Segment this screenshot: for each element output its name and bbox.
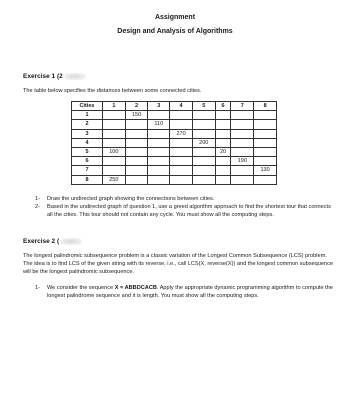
column-header: 6 [215, 102, 231, 111]
table-row [72, 138, 277, 147]
row-header: 3 [72, 129, 103, 138]
column-header: 3 [148, 102, 170, 111]
table-cell [148, 138, 170, 147]
table-cell [148, 111, 170, 120]
table-cell [215, 166, 231, 175]
table-cell [148, 175, 170, 184]
question-text-after: . Apply the appropriate dynamic programming algorithm to compute the longest palindrome sequence and it is length. You must show all the computing steps. [47, 285, 333, 299]
table-cell [148, 166, 170, 175]
table-cell [254, 111, 277, 120]
table-cell [215, 138, 231, 147]
table-cell [170, 138, 193, 147]
exercise-1-heading-text: Exercise 1 (2 [23, 73, 63, 81]
table-cell [215, 111, 231, 120]
table-row [72, 166, 277, 175]
table-cell [254, 157, 277, 166]
table-corner-cell: Cities [72, 102, 103, 111]
question-item [35, 195, 335, 203]
column-header: 2 [125, 102, 148, 111]
table-cell [125, 166, 148, 175]
table-cell [254, 138, 277, 147]
table-cell [192, 120, 215, 129]
column-header: 1 [103, 102, 126, 111]
table-cell [231, 166, 254, 175]
table-cell: 270 [170, 129, 193, 138]
table-cell [125, 147, 148, 156]
table-cell: 110 [148, 120, 170, 129]
row-header: 8 [72, 175, 103, 184]
table-cell [170, 175, 193, 184]
table-cell: 250 [103, 175, 126, 184]
redacted-blur [64, 73, 86, 80]
table-cell: 190 [231, 157, 254, 166]
table-cell [170, 147, 193, 156]
table-cell: 150 [125, 111, 148, 120]
table-cell [103, 157, 126, 166]
table-cell [192, 111, 215, 120]
row-header: 2 [72, 120, 103, 129]
question-number: 2- [35, 204, 40, 210]
table-cell [254, 129, 277, 138]
table-cell [231, 147, 254, 156]
table-cell [103, 111, 126, 120]
exercise-2-heading-text: Exercise 2 ( [23, 238, 60, 246]
column-header: 4 [170, 102, 193, 111]
row-header: 1 [72, 111, 103, 120]
sequence-x: X = ABBDCACB [114, 285, 157, 291]
table-cell [170, 166, 193, 175]
question-item [35, 203, 335, 219]
table-cell [254, 175, 277, 184]
table-cell [192, 129, 215, 138]
table-row [72, 157, 277, 166]
table-cell: 200 [192, 138, 215, 147]
row-header: 5 [72, 147, 103, 156]
redacted-blur [60, 238, 82, 245]
table-cell [125, 157, 148, 166]
table-cell [170, 120, 193, 129]
table-cell [215, 129, 231, 138]
exercise-1-questions [35, 195, 335, 219]
question-text: Based in the undirected graph of question 1, use a greed algorithm approach to find the shortest tour that connects all the cities. This tour should not contain any cycle. You must show all the computing steps. [47, 204, 331, 218]
table-cell [215, 157, 231, 166]
row-header: 4 [72, 138, 103, 147]
column-header: 8 [254, 102, 277, 111]
table-cell [192, 166, 215, 175]
table-cell [125, 120, 148, 129]
question-text-before: We consider the sequence [47, 285, 115, 291]
table-cell [192, 147, 215, 156]
table-cell [231, 175, 254, 184]
table-cell: 20 [215, 147, 231, 156]
table-row [72, 120, 277, 129]
table-cell [254, 120, 277, 129]
table-cell [103, 166, 126, 175]
question-number: 1- [35, 196, 40, 202]
table-cell [148, 129, 170, 138]
table-cell [231, 120, 254, 129]
table-cell [170, 111, 193, 120]
table-cell [103, 138, 126, 147]
table-cell [170, 157, 193, 166]
course-title: Design and Analysis of Algorithms [117, 28, 233, 35]
page-title: Assignment [154, 14, 196, 21]
exercise-2-question [35, 284, 335, 300]
question-number: 1- [35, 285, 40, 291]
exercise-2-intro: The longest palindromic subsequence problem is a classic variation of the Longest Common Subsequence (LCS) problem. The idea is to find LCS of the given string with its reverse, i.e., call LCS(X, reverse(X)) and the longest common subsequence will be the longest palindromic subsequence. [23, 253, 333, 275]
column-header: 7 [231, 102, 254, 111]
question-text: Draw the undirected graph showing the connections between cities. [47, 196, 215, 202]
table-row [72, 147, 277, 156]
table-cell [148, 157, 170, 166]
table-cell [231, 138, 254, 147]
table-row [72, 129, 277, 138]
table-cell: 100 [103, 147, 126, 156]
table-cell [103, 129, 126, 138]
exercise-1-heading [23, 73, 86, 80]
table-cell [192, 157, 215, 166]
table-cell [125, 129, 148, 138]
table-cell [148, 147, 170, 156]
table-cell [103, 120, 126, 129]
row-header: 6 [72, 157, 103, 166]
exercise-1-intro: The table below specifies the distances between some connected cities. [23, 88, 202, 94]
table-cell [254, 147, 277, 156]
table-cell [215, 120, 231, 129]
question-item [35, 284, 335, 300]
distance-table [71, 101, 277, 185]
table-cell [231, 111, 254, 120]
table-cell [231, 129, 254, 138]
table-cell [192, 175, 215, 184]
table-cell [125, 138, 148, 147]
table-cell [125, 175, 148, 184]
table-cell [215, 175, 231, 184]
table-row [72, 175, 277, 184]
column-header: 5 [192, 102, 215, 111]
table-row [72, 111, 277, 120]
table-cell: 130 [254, 166, 277, 175]
exercise-2-heading [23, 238, 82, 245]
table-header-row [72, 102, 277, 111]
row-header: 7 [72, 166, 103, 175]
